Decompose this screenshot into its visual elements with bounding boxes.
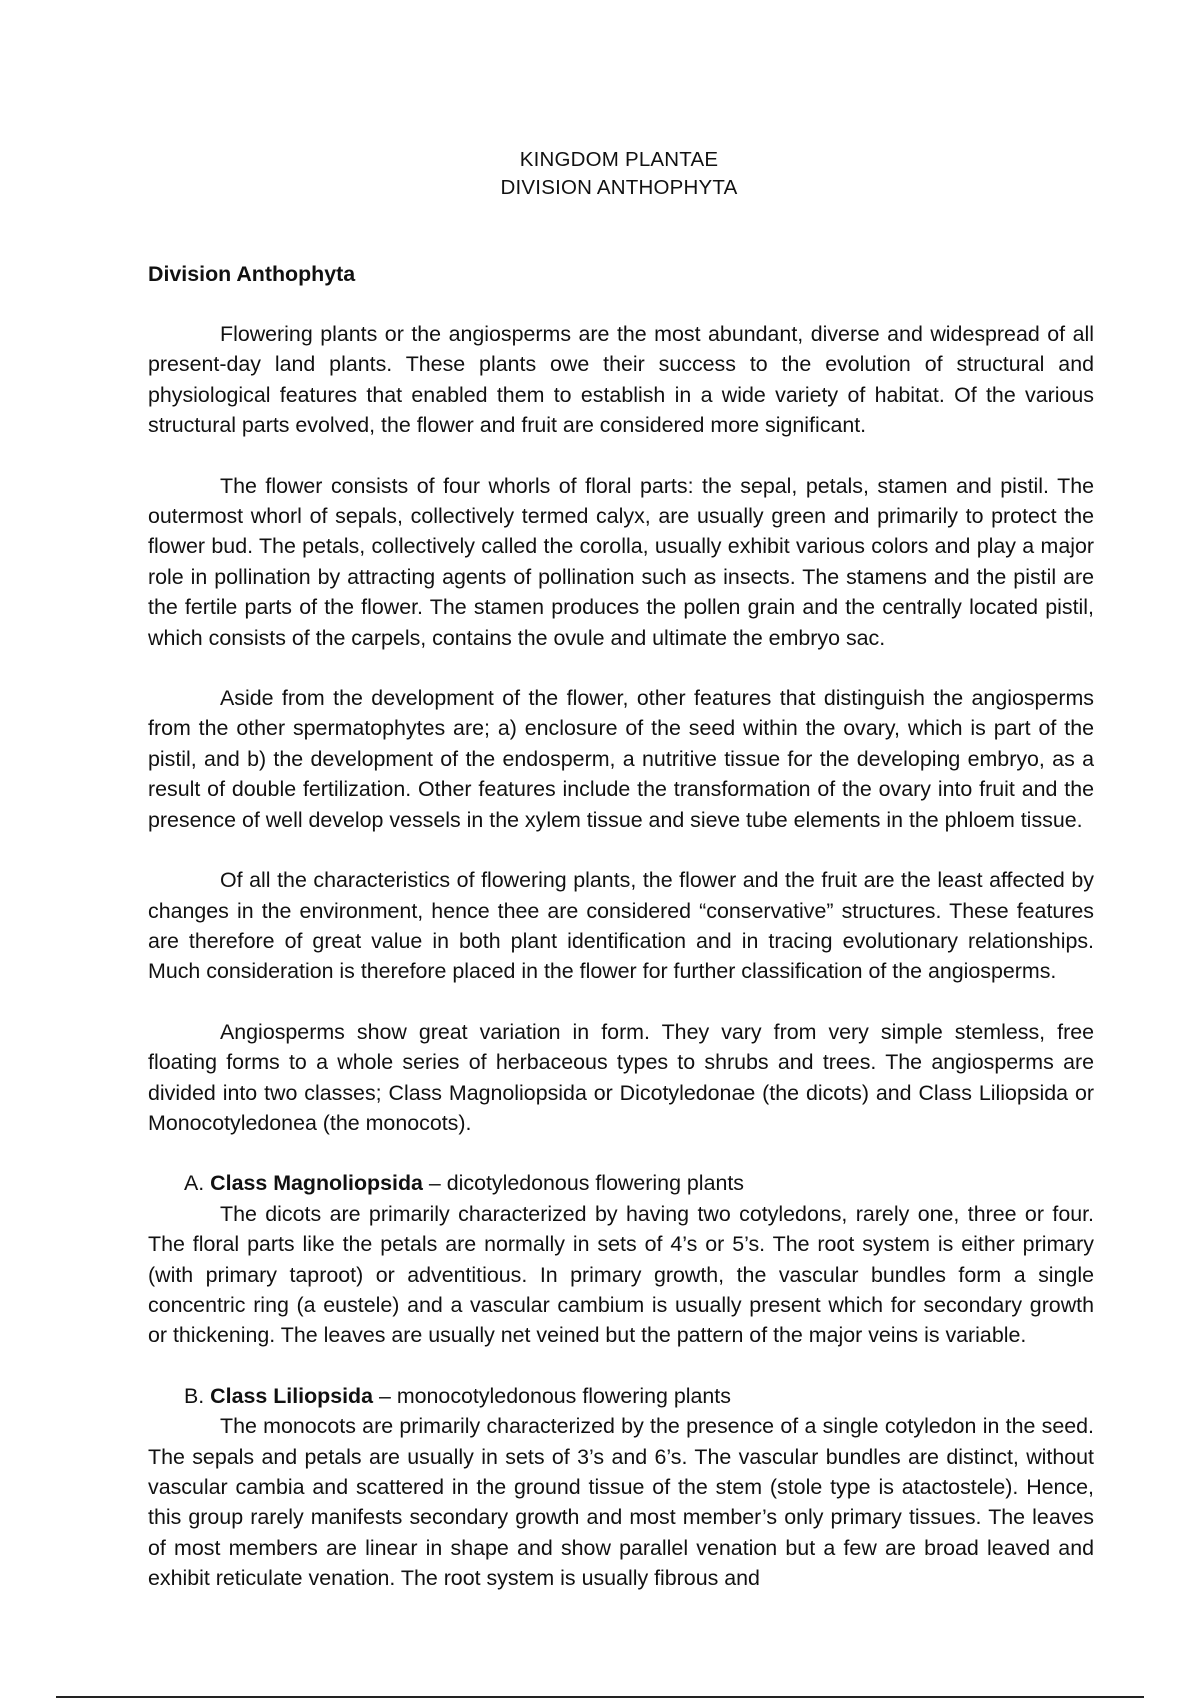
class-a-name: Class Magnoliopsida: [210, 1171, 423, 1196]
paragraph-conservative-structures: Of all the characteristics of flowering plants, the flower and the fruit are the least affected by changes in the environment, hence thee are considered “conservative” structures. These features are therefore of great value in both plant identification and in tracing evolutionary relationships. Much consideration is therefore placed in the flower for further classification of the angiosperms.: [148, 868, 1094, 984]
class-a-letter: A.: [184, 1171, 205, 1196]
page-bottom-rule: [56, 1696, 1144, 1698]
paragraph-flowering-plants: Flowering plants or the angiosperms are the most abundant, diverse and widespread of all present-day land plants. These plants owe their success to the evolution of structural and physiological features that enabled them to establish in a wide variety of habitat. Of the various structural parts evolved, the flower and fruit are considered more significant.: [148, 322, 1094, 438]
paragraph-flower-whorls: The flower consists of four whorls of floral parts: the sepal, petals, stamen and pistil. The outermost whorl of sepals, collectively termed calyx, are usually green and primarily to protect the flower bud. The petals, collectively called the corolla, usually exhibit various colors and play a major role in pollination by attracting agents of pollination such as insects. The stamens and the pistil are the fertile parts of the flower. The stamen produces the pollen grain and the centrally located pistil, which consists of the carpels, contains the ovule and ultimate the embryo sac.: [148, 473, 1094, 650]
class-a-heading: [148, 1168, 1094, 1198]
class-b-letter: B.: [184, 1383, 205, 1408]
class-a-descriptor: – dicotyledonous flowering plants: [422, 1171, 744, 1196]
class-a-description: The dicots are primarily characterized by having two cotyledons, rarely one, three or four. The floral parts like the petals are normally in sets of 4’s or 5’s. The root system is either primary (with primary taproot) or adventitious. In primary growth, the vascular bundles form a single concentric ring (a eustele) and a vascular cambium is usually present which for secondary growth or thickening. The leaves are usually net veined but the pattern of the major veins is variable.: [148, 1201, 1094, 1348]
title-line-division: DIVISION ANTHOPHYTA: [500, 176, 738, 199]
document-body: [148, 260, 1094, 1624]
class-b-heading: [148, 1381, 1094, 1411]
paragraph-distinguishing-features: Aside from the development of the flower, other features that distinguish the angiosperms from the other spermatophytes are; a) enclosure of the seed within the ovary, which is part of the pistil, and b) the development of the endosperm, a nutritive tissue for the developing embryo, as a result of double fertilization. Other features include the transformation of the ovary into fruit and the presence of well develop vessels in the xylem tissue and sieve tube elements in the phloem tissue.: [148, 686, 1094, 832]
paragraph-angiosperm-classes: Angiosperms show great variation in form. They vary from very simple stemless, free floating forms to a whole series of herbaceous types to shrubs and trees. The angiosperms are divided into two classes; Class Magnoliopsida or Dicotyledonae (the dicots) and Class Liliopsida or Monocotyledonea (the monocots).: [148, 1019, 1094, 1135]
title-line-kingdom: KINGDOM PLANTAE: [519, 148, 719, 171]
class-b-name: Class Liliopsida: [210, 1383, 374, 1408]
section-heading: Division Anthophyta: [148, 262, 356, 286]
document-title: [0, 146, 1200, 202]
class-b-description: The monocots are primarily characterized by the presence of a single cotyledon in the seed. The sepals and petals are usually in sets of 3’s and 6’s. The vascular bundles are distinct, without vascular cambia and scattered in the ground tissue of the stem (stole type is atactostele). Hence, this group rarely manifests secondary growth and most member’s only primary tissues. The leaves of most members are linear in shape and show parallel venation but a few are broad leaved and exhibit reticulate venation. The root system is usually fibrous and: [148, 1414, 1094, 1591]
class-b-descriptor: – monocotyledonous flowering plants: [373, 1383, 731, 1408]
